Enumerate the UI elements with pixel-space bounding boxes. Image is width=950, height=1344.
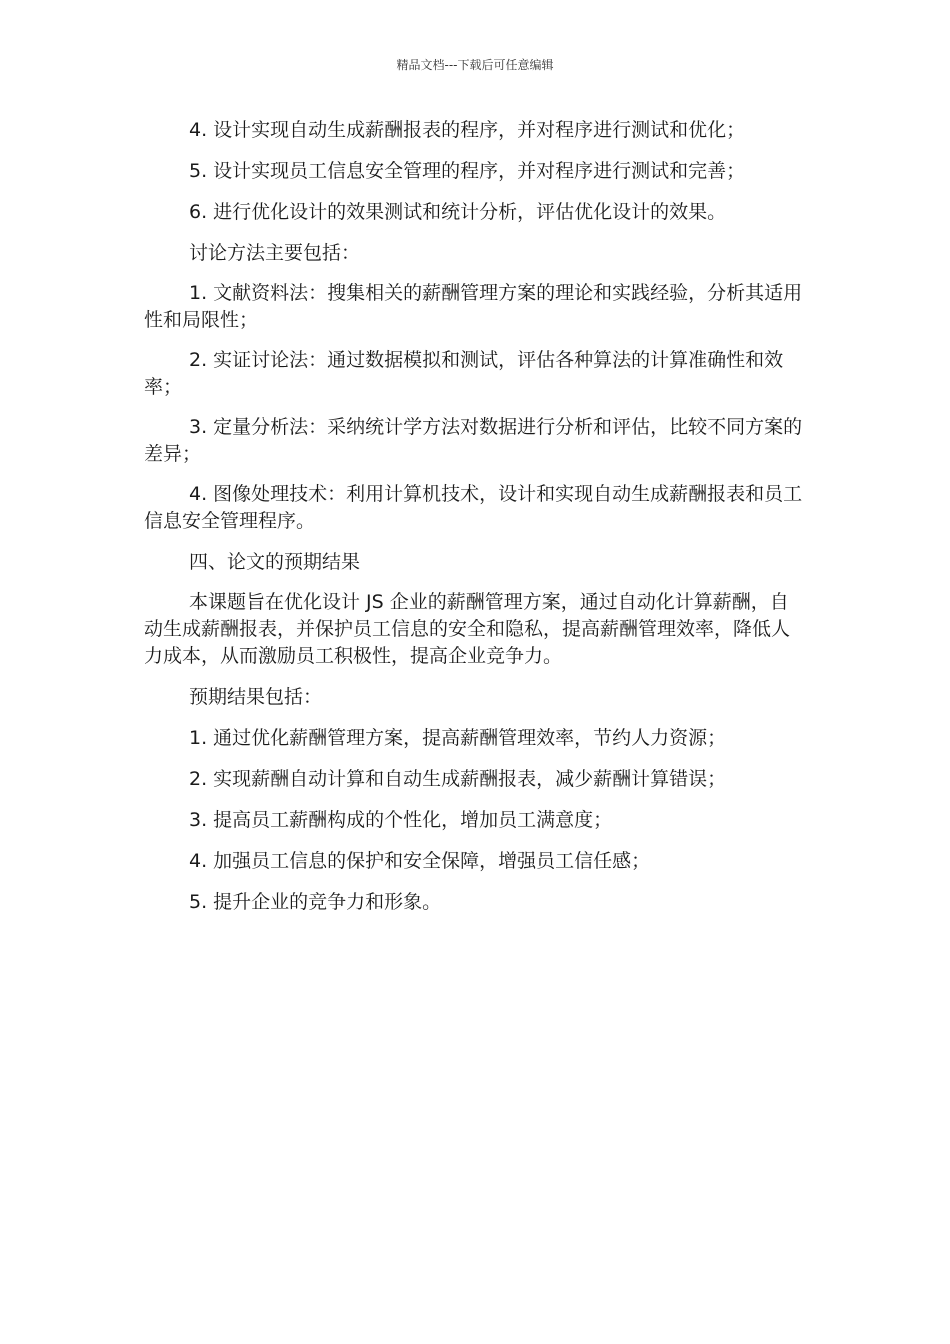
document-body: [144, 116, 804, 929]
paragraph-method-empirical: 2. 实证讨论法：通过数据模拟和测试，评估各种算法的计算准确性和效率；: [144, 349, 784, 398]
paragraph-optimization-test: 6. 进行优化设计的效果测试和统计分析，评估优化设计的效果。: [189, 201, 727, 223]
section-heading-expected-results: 四、论文的预期结果: [189, 551, 361, 573]
paragraph-expected-3: 3. 提高员工薪酬构成的个性化，增加员工满意度；: [189, 809, 613, 831]
paragraph-method-image-processing: 4. 图像处理技术：利用计算机技术，设计和实现自动生成薪酬报表和员工信息安全管理程序。: [144, 483, 803, 532]
page-header-watermark: 精品文档---下载后可任意编辑: [396, 58, 554, 72]
paragraph-methods-intro: 讨论方法主要包括：: [189, 242, 361, 264]
paragraph-design-security-program: 5. 设计实现员工信息安全管理的程序，并对程序进行测试和完善；: [189, 160, 746, 182]
paragraph-expected-1: 1. 通过优化薪酬管理方案，提高薪酬管理效率，节约人力资源；: [189, 727, 727, 749]
paragraph-design-report-program: 4. 设计实现自动生成薪酬报表的程序，并对程序进行测试和优化；: [189, 119, 746, 141]
paragraph-project-aim: 本课题旨在优化设计 JS 企业的薪酬管理方案，通过自动化计算薪酬，自动生成薪酬报表，并保护员工信息的安全和隐私，提高薪酬管理效率，降低人力成本，从而激励员工积极性，提高企业竞争力。: [144, 591, 791, 667]
paragraph-method-quantitative: 3. 定量分析法：采纳统计学方法对数据进行分析和评估，比较不同方案的差异；: [144, 416, 803, 465]
paragraph-expected-2: 2. 实现薪酬自动计算和自动生成薪酬报表，减少薪酬计算错误；: [189, 768, 727, 790]
paragraph-expected-intro: 预期结果包括：: [189, 686, 323, 708]
paragraph-expected-4: 4. 加强员工信息的保护和安全保障，增强员工信任感；: [189, 850, 651, 872]
paragraph-method-literature: 1. 文献资料法：搜集相关的薪酬管理方案的理论和实践经验，分析其适用性和局限性；: [144, 282, 803, 331]
paragraph-expected-5: 5. 提升企业的竞争力和形象。: [189, 891, 442, 913]
